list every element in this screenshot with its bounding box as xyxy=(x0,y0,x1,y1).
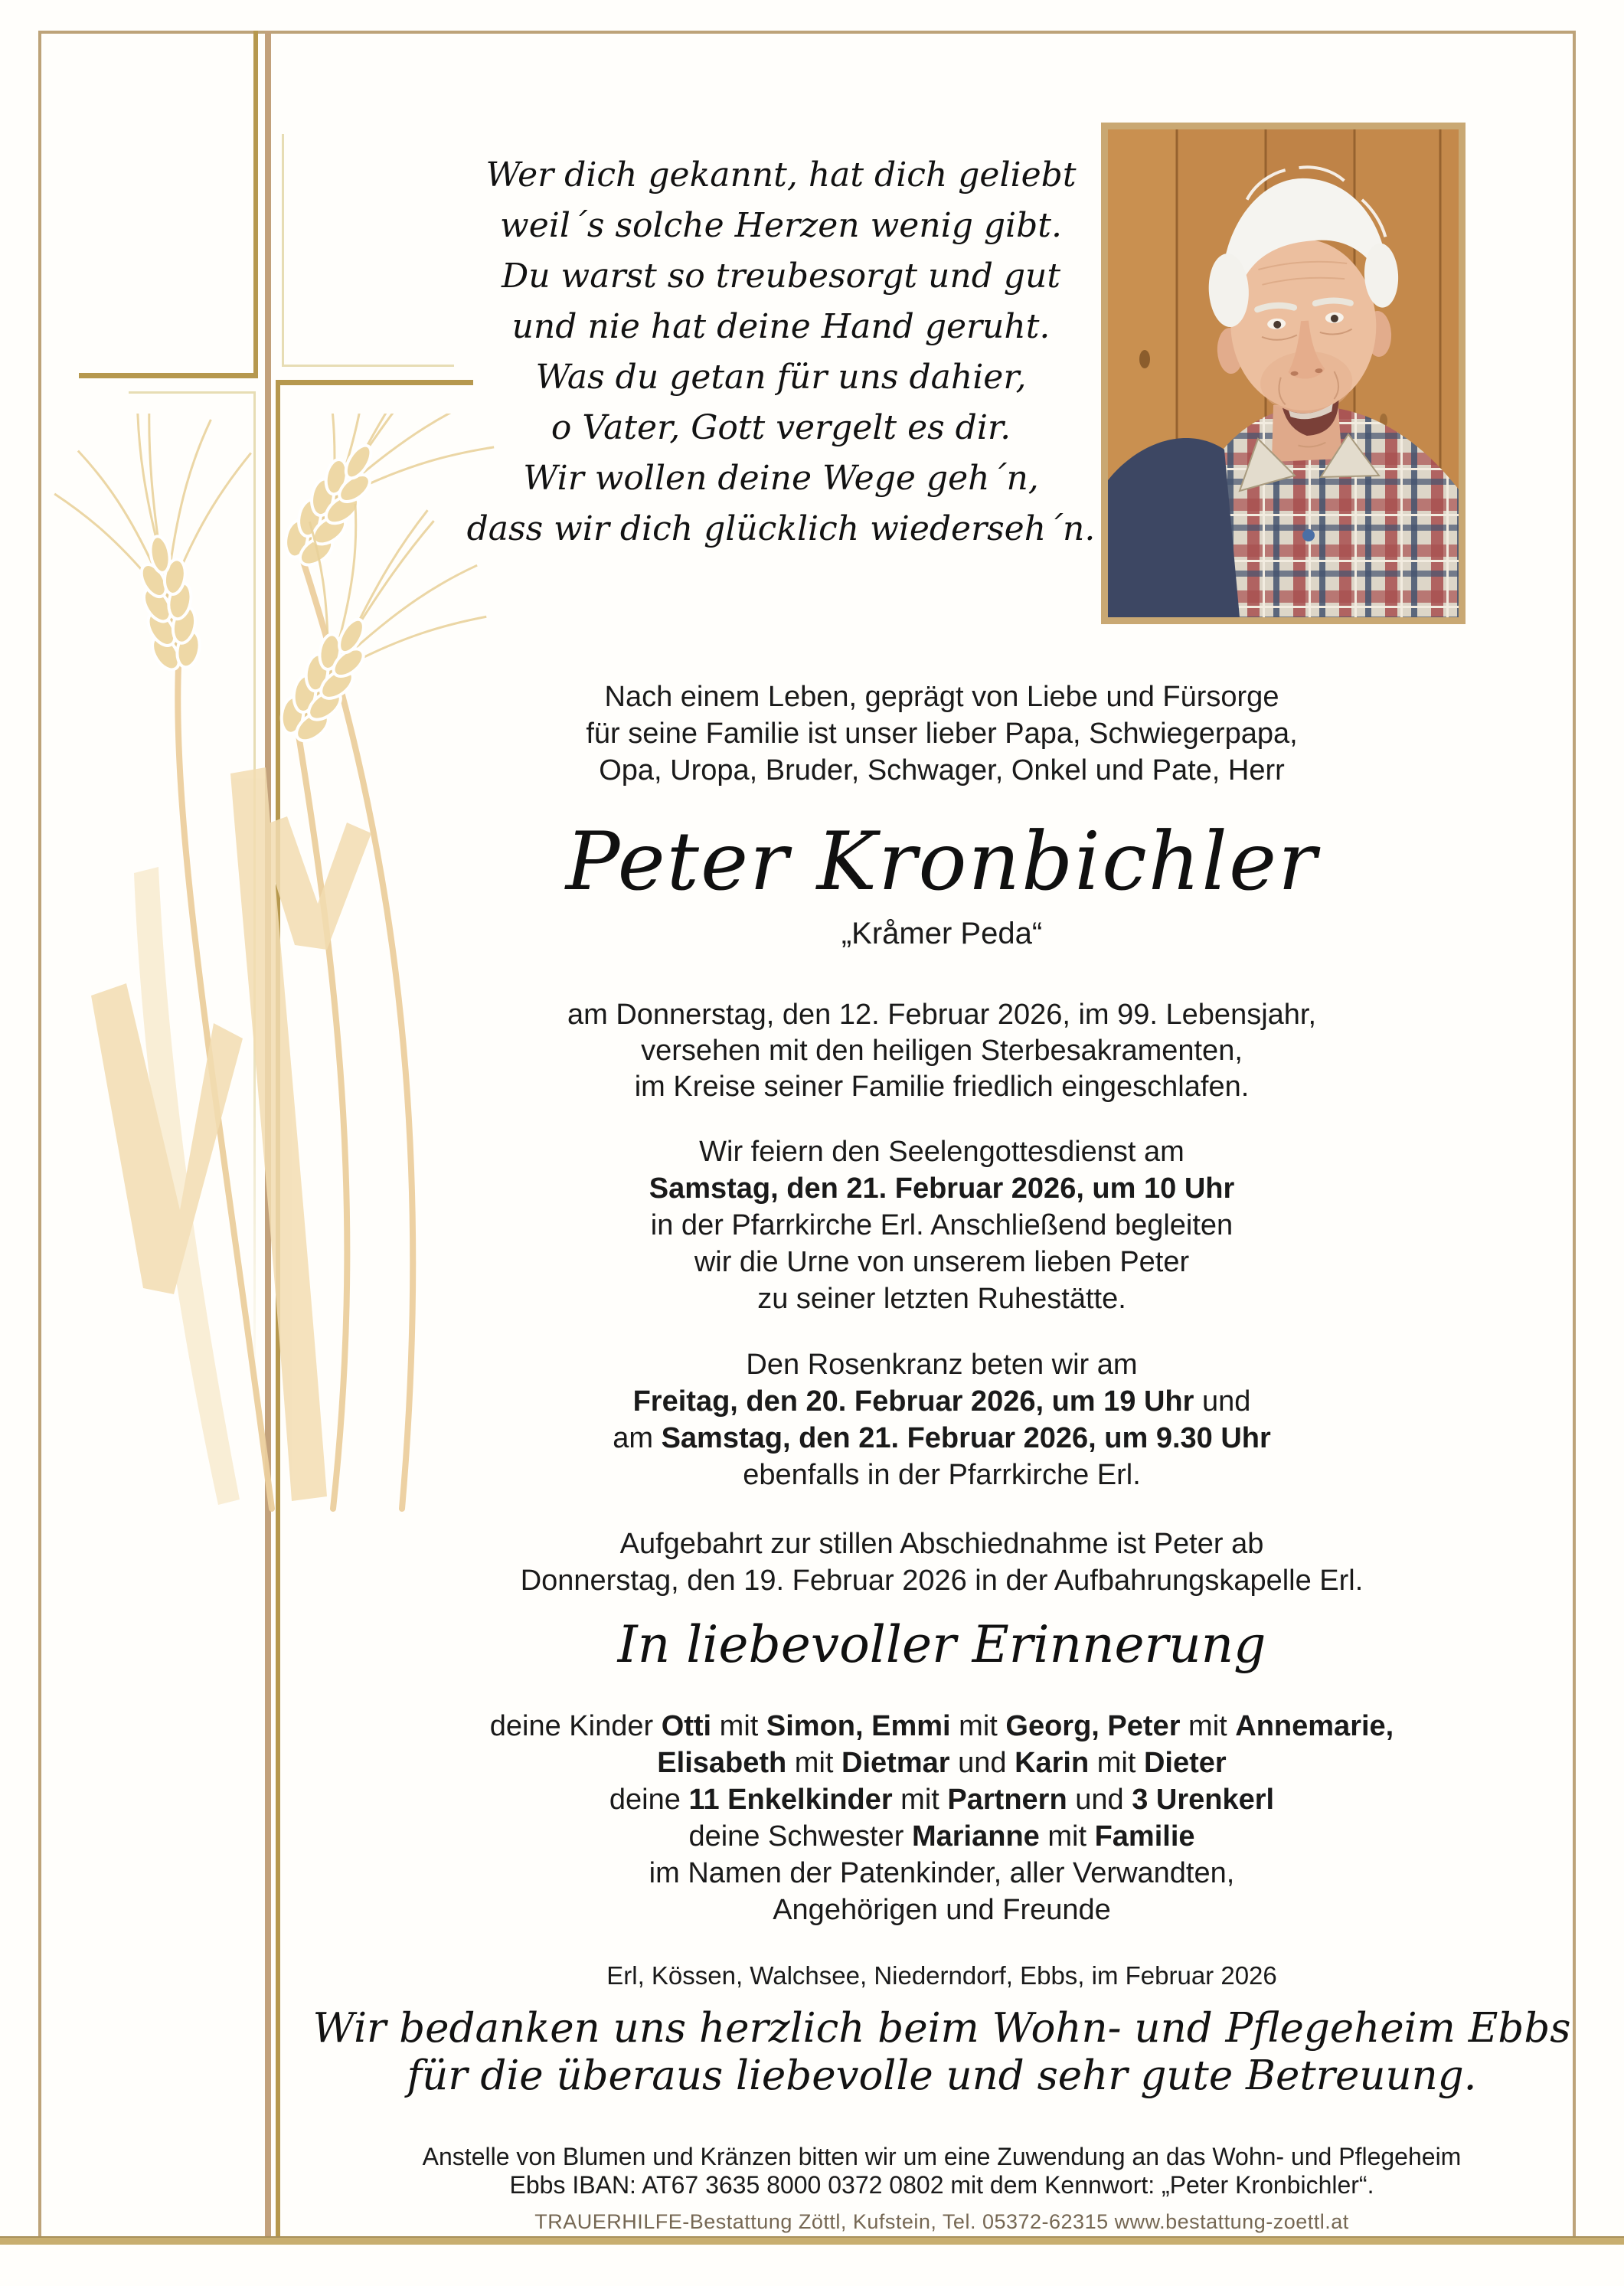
laying-line: Aufgebahrt zur stillen Abschiednahme ist Peter ab xyxy=(619,1528,1264,1560)
thanks-line: Wir bedanken uns herzlich beim Wohn- und Pflegeheim Ebbs xyxy=(312,2005,1571,2052)
service-line: wir die Urne von unserem lieben Peter xyxy=(694,1246,1190,1278)
laying-line: Donnerstag, den 19. Februar 2026 in der Aufbahrungskapelle Erl. xyxy=(520,1565,1364,1597)
poem-line: o Vater, Gott vergelt es dir. xyxy=(551,408,1011,447)
shirt-button xyxy=(1302,529,1315,541)
death-line: versehen mit den heiligen Sterbesakramenten, xyxy=(641,1035,1243,1067)
poem-line: dass wir dich glücklich wiederseh´n. xyxy=(466,509,1096,548)
death-details xyxy=(291,997,1593,1105)
poem-line: Wer dich gekannt, hat dich geliebt xyxy=(485,155,1077,195)
rosary-line: Freitag, den 20. Februar 2026, um 19 Uhr und xyxy=(632,1385,1251,1418)
family-line: deine Schwester Marianne mit Familie xyxy=(688,1820,1195,1853)
death-line: am Donnerstag, den 12. Februar 2026, im 99. Lebensjahr, xyxy=(567,999,1317,1031)
service-line: Samstag, den 21. Februar 2026, um 10 Uhr xyxy=(649,1172,1235,1205)
poem-line: weil´s solche Herzen wenig gibt. xyxy=(500,206,1062,245)
funeral-service-details xyxy=(291,1133,1593,1317)
intro-line: für seine Familie ist unser lieber Papa, Schwiegerpapa, xyxy=(586,718,1298,750)
cross-bar-left xyxy=(79,373,258,378)
memory-heading: In liebevoller Erinnerung xyxy=(617,1615,1266,1674)
donation-line: Anstelle von Blumen und Kränzen bitten wir um eine Zuwendung an das Wohn- und Pflegeheim xyxy=(422,2143,1462,2170)
poem-line: Wir wollen deine Wege geh´n, xyxy=(523,459,1039,498)
poem-line: und nie hat deine Hand geruht. xyxy=(511,307,1051,346)
family-line: deine Kinder Otti mit Simon, Emmi mit Georg, Peter mit Annemarie, xyxy=(489,1710,1394,1742)
deceased-name: Peter Kronbichler xyxy=(565,815,1318,908)
cross-echo-vertical-right xyxy=(282,134,284,365)
memorial-poem xyxy=(337,150,1225,554)
rosary-details xyxy=(291,1346,1593,1493)
poem-line: Du warst so treubesorgt und gut xyxy=(501,257,1061,296)
poem-line: Was du getan für uns dahier, xyxy=(535,358,1027,397)
deceased-nickname: „Kråmer Peda“ xyxy=(841,917,1043,950)
cross-echo-bar-left xyxy=(129,391,256,394)
intro-line: Nach einem Leben, geprägt von Liebe und Fürsorge xyxy=(604,681,1279,713)
service-line: in der Pfarrkirche Erl. Anschließend begleiten xyxy=(650,1209,1234,1241)
service-line: zu seiner letzten Ruhestätte. xyxy=(757,1283,1126,1315)
family-line: Elisabeth mit Dietmar und Karin mit Dieter xyxy=(657,1747,1227,1779)
family-line: deine 11 Enkelkinder mit Partnern und 3 Urenkerl xyxy=(609,1784,1275,1816)
laying-out-details xyxy=(291,1526,1593,1599)
family-line: Angehörigen und Freunde xyxy=(773,1894,1111,1926)
donation-line: Ebbs IBAN: AT67 3635 8000 0372 0802 mit dem Kennwort: „Peter Kronbichler“. xyxy=(509,2171,1374,2199)
bottom-rule xyxy=(0,2236,1624,2245)
rosary-line: ebenfalls in der Pfarrkirche Erl. xyxy=(743,1459,1141,1491)
family-list xyxy=(291,1708,1593,1928)
thanks-line: für die überaus liebevolle und sehr gute Betreuung. xyxy=(407,2052,1477,2099)
intro-text xyxy=(291,679,1593,789)
rosary-line: Den Rosenkranz beten wir am xyxy=(746,1349,1138,1381)
rosary-line: am Samstag, den 21. Februar 2026, um 9.30 Uhr xyxy=(613,1422,1271,1454)
funeral-home-footer: TRAUERHILFE-Bestattung Zöttl, Kufstein, Tel. 05372-62315 www.bestattung-zoettl.at xyxy=(534,2210,1349,2233)
death-line: im Kreise seiner Familie friedlich eingeschlafen. xyxy=(634,1071,1250,1103)
cross-vertical-gold-upper xyxy=(253,31,258,377)
family-line: im Namen der Patenkinder, aller Verwandten, xyxy=(649,1857,1235,1889)
donation-note xyxy=(291,2143,1593,2199)
service-line: Wir feiern den Seelengottesdienst am xyxy=(699,1136,1185,1168)
thanks-message xyxy=(291,2005,1593,2100)
places-date-line: Erl, Kössen, Walchsee, Niederndorf, Ebbs, im Februar 2026 xyxy=(606,1961,1277,1990)
intro-line: Opa, Uropa, Bruder, Schwager, Onkel und Pate, Herr xyxy=(599,754,1285,787)
